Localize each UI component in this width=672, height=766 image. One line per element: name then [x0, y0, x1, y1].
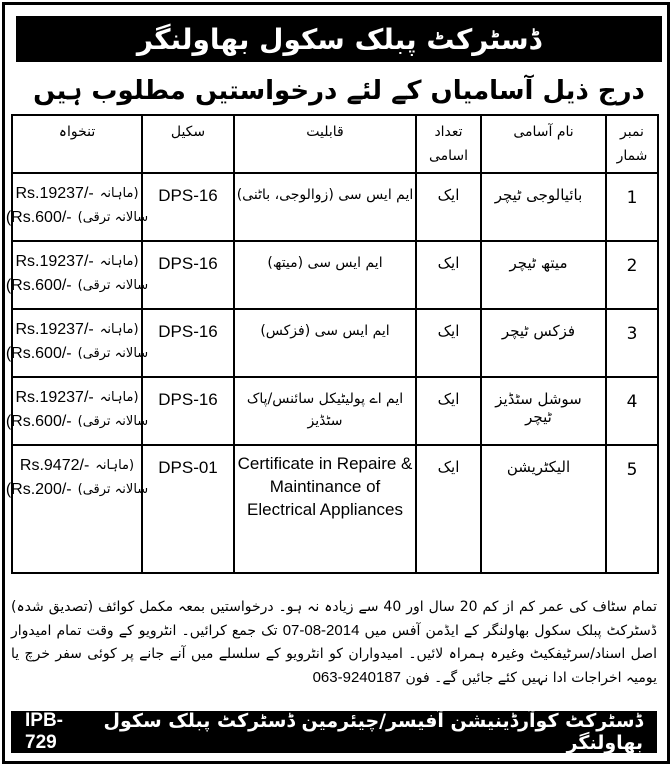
table-row: [12, 377, 658, 445]
cell-salary: [5, 241, 149, 309]
footer-bar: [11, 711, 657, 753]
header-scale: سکیل: [142, 115, 234, 173]
header-qualification: قابلیت: [234, 115, 416, 173]
increment-amount: (Rs.600/-: [5, 277, 72, 294]
header-salary: تنخواہ: [12, 115, 142, 173]
increment-amount: (Rs.600/-: [5, 413, 72, 430]
cell-scale: DPS-16: [142, 309, 234, 377]
increment-note: سالانہ ترقی): [77, 482, 149, 497]
cell-serial: 2: [606, 241, 658, 309]
salary-note: (ماہانہ: [99, 322, 139, 337]
cell-salary: [5, 377, 149, 445]
cell-qualification: Certificate in Repaire & Maintinance of Electrical Appliances: [234, 445, 416, 573]
cell-post: بائیالوجی ٹیچر: [481, 173, 606, 241]
table-row: [12, 309, 658, 377]
cell-post: سوشل سٹڈیز ٹیچر: [481, 377, 606, 445]
cell-scale: DPS-16: [142, 173, 234, 241]
cell-post: الیکٹریشن: [481, 445, 606, 573]
cell-serial: 4: [606, 377, 658, 445]
cell-count: ایک: [416, 377, 481, 445]
cell-serial: 3: [606, 309, 658, 377]
header-post: نام آسامی: [481, 115, 606, 173]
salary-amount: Rs.19237/-: [15, 321, 94, 338]
cell-count: ایک: [416, 445, 481, 573]
table-row: [12, 241, 658, 309]
salary-amount: Rs.19237/-: [15, 253, 94, 270]
header-serial: نمبر شمار: [606, 115, 658, 173]
cell-post: فزکس ٹیچر: [481, 309, 606, 377]
table-row: [12, 173, 658, 241]
cell-post: میتھ ٹیچر: [481, 241, 606, 309]
salary-note: (ماہانہ: [99, 390, 139, 405]
vacancies-table: [5, 114, 659, 574]
ad-reference: IPB-729: [25, 710, 63, 753]
cell-count: ایک: [416, 309, 481, 377]
salary-note: (ماہانہ: [95, 458, 135, 473]
notes-line2: امیدواران کو انٹرویو کے سلسلے میں آنے جانے پر کوئی سفر خرچ یا یومیہ اخراجات ادا نہیں کئے جائیں گے۔ فون: [11, 646, 657, 686]
increment-amount: (Rs.200/-: [5, 481, 72, 498]
cell-count: ایک: [416, 241, 481, 309]
notes-line1-b: تک جمع کرائیں۔ انٹرویو کے وقت تمام امیدوار اصل اسناد/سرٹیفکیٹ وغیرہ ہمراہ لائیں۔: [11, 623, 658, 662]
signatory: ڈسٹرکٹ کوآرڈینیشن آفیسر/چیئرمین ڈسٹرکٹ پبلک سکول بھاولنگر: [103, 710, 643, 754]
ad-subtitle: درج ذیل آسامیاں کے لئے درخواستیں مطلوب ہیں: [33, 76, 645, 106]
salary-amount: Rs.19237/-: [15, 389, 94, 406]
table-row: [12, 445, 658, 573]
phone-number: 063-9240187: [312, 669, 402, 686]
cell-count: ایک: [416, 173, 481, 241]
cell-salary: [5, 173, 149, 241]
cell-serial: 5: [606, 445, 658, 573]
cell-salary: [5, 309, 149, 377]
cell-scale: DPS-16: [142, 241, 234, 309]
increment-amount: (Rs.600/-: [5, 345, 72, 362]
increment-note: سالانہ ترقی): [77, 346, 149, 361]
cell-scale: DPS-01: [142, 445, 234, 573]
notes-line1-a: تمام سٹاف کی عمر کم از کم 20 سال اور 40 سے زیادہ نہ ہو۔ درخواستیں بمعہ مکمل کوائف (تصدیق شدہ) ڈسٹرکٹ پبلک سکول بھاولنگر کے ایڈمن آفس میں: [11, 599, 657, 639]
cell-salary: [5, 445, 149, 573]
salary-note: (ماہانہ: [99, 254, 139, 269]
increment-note: سالانہ ترقی): [77, 414, 149, 429]
salary-amount: Rs.19237/-: [15, 185, 94, 202]
increment-note: سالانہ ترقی): [77, 210, 149, 225]
table-header-row: [12, 115, 658, 173]
increment-note: سالانہ ترقی): [77, 278, 149, 293]
header-count: تعداد اسامی: [416, 115, 481, 173]
ad-title: ڈسٹرکٹ پبلک سکول بھاولنگر: [16, 16, 662, 62]
cell-serial: 1: [606, 173, 658, 241]
cell-qualification: ایم اے پولیٹیکل سائنس/پاک سٹڈیز: [234, 377, 416, 445]
cell-qualification: ایم ایس سی (فزکس): [234, 309, 416, 377]
deadline-date: 07-08-2014: [282, 622, 360, 639]
cell-qualification: ایم ایس سی (زوالوجی، باٹنی): [234, 173, 416, 241]
salary-amount: Rs.9472/-: [19, 457, 90, 474]
increment-amount: (Rs.600/-: [5, 209, 72, 226]
cell-scale: DPS-16: [142, 377, 234, 445]
salary-note: (ماہانہ: [99, 186, 139, 201]
cell-qualification: ایم ایس سی (میتھ): [234, 241, 416, 309]
